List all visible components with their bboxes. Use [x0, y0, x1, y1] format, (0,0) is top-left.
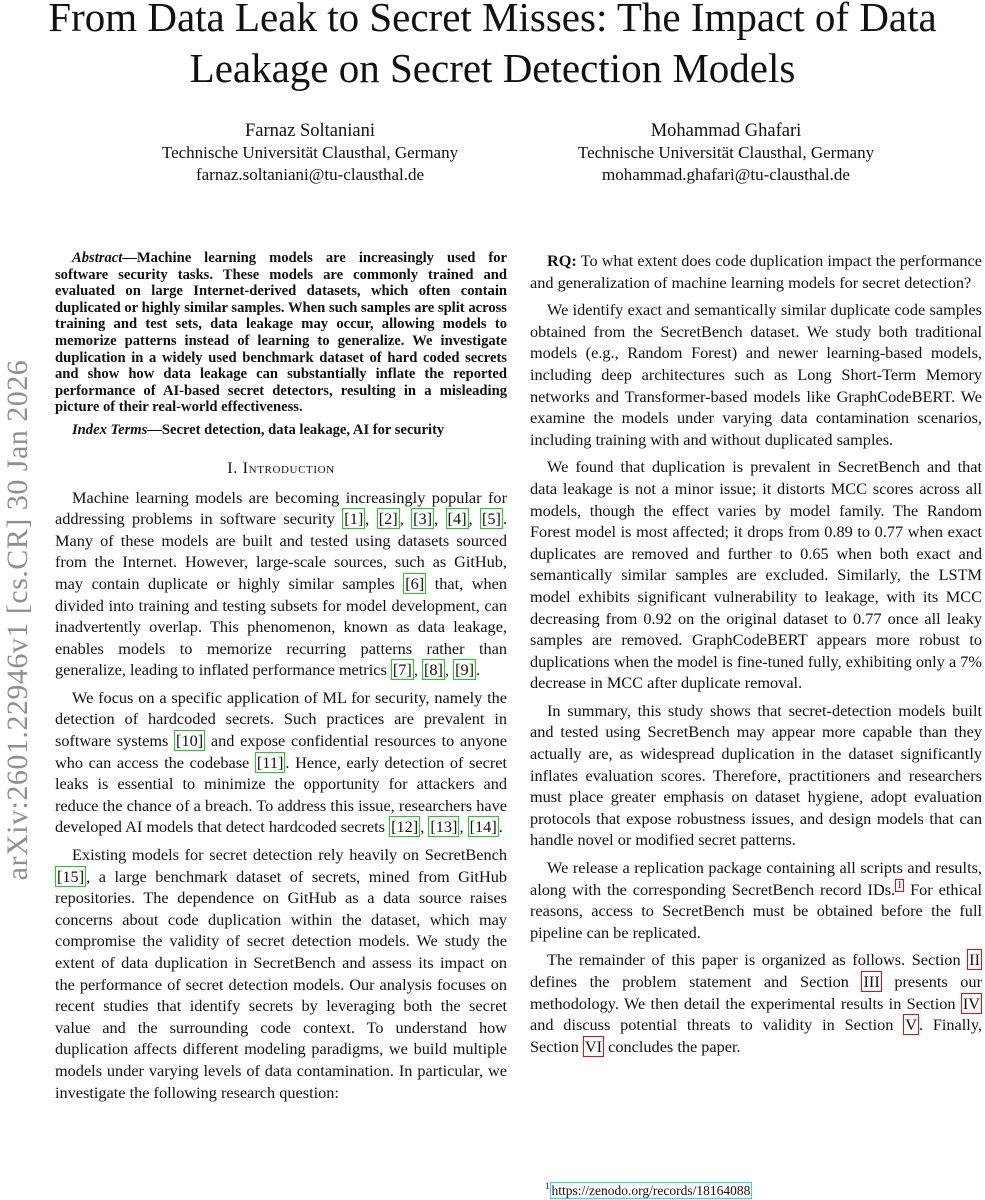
- author-block-2: [516, 120, 936, 186]
- citation-link[interactable]: [15]: [57, 866, 85, 886]
- author-name: Mohammad Ghafari: [650, 121, 802, 141]
- abstract-text: —Machine learning models are increasingly used for software security tasks. These models are commonly trained and evaluated on large Internet-derived datasets, which often contain duplicated or highly similar samples. When such samples are split across training and test sets, data leakage may occur, allowing models to memorize patterns instead of learning to generalize. We investigate duplication in a widely used benchmark dataset of hard coded secrets and show how data leakage can substantially inflate the reported performance of AI-based secret detectors, resulting in a misleading picture of their real-world effectiveness.: [55, 250, 507, 416]
- author-block-1: [100, 120, 520, 186]
- right-column: [530, 250, 982, 1063]
- research-question: RQ: To what extent does code duplication impact the performance and generalization of machine learning models for secret detection?: [530, 251, 982, 292]
- citation-link[interactable]: [7]: [392, 660, 412, 680]
- footnote: [545, 1178, 752, 1199]
- author-affiliation: Technische Universität Clausthal, Germany: [161, 143, 459, 162]
- paragraph: The remainder of this paper is organized as follows. Section II defines the problem statement and Section III presents our methodology. We then detail the experimental results in Section IV and discuss potential threats to validity in Section V . Finally, Section VI concludes the paper.: [530, 950, 982, 1056]
- paragraph: We focus on a specific application of ML for security, namely the detection of hardcoded secrets. Such practices are prevalent in software systems [10] and expose confidential resources to anyone who can access the codebase [11] . Hence, early detection of secret leaks is essential to minimize the opportunity for attackers and reduce the chance of a breach. To address this issue, researchers have developed AI models that detect hardcoded secrets [12] , [13] , [14] .: [55, 687, 507, 837]
- paragraph: Machine learning models are becoming increasingly popular for addressing problems in software security [1] , [2] , [3] , [4] , [5] . Many of these models are built and tested using datasets sourced from the Internet. However, large-scale sources, such as GitHub, may contain duplicate or highly similar samples [6] that, when divided into training and testing subsets for model development, can inadvertently overlap. This phenomenon, known as data leakage, enables models to memorize recurring patterns rather than generalize, leading to inflated performance metrics [7] , [8] , [9] .: [55, 487, 508, 680]
- citation-link[interactable]: [13]: [430, 817, 458, 837]
- section-ref-link[interactable]: II: [969, 950, 980, 970]
- arxiv-sidebar: [0, 300, 36, 940]
- section-ref-link[interactable]: III: [863, 972, 880, 991]
- author-name: Farnaz Soltaniani: [245, 121, 375, 141]
- abstract-label: Abstract: [72, 250, 123, 266]
- abstract: [55, 250, 507, 416]
- index-terms-label: Index Terms: [72, 421, 148, 438]
- citation-link[interactable]: [11]: [256, 752, 284, 772]
- rq-label: RQ:: [547, 251, 577, 270]
- citation-link[interactable]: [12]: [391, 817, 419, 837]
- citation-link[interactable]: [3]: [413, 509, 433, 529]
- arxiv-identifier: arXiv:2601.22946v1 [cs.CR] 30 Jan 2026: [1, 359, 34, 881]
- author-email[interactable]: mohammad.ghafari@tu-clausthal.de: [602, 165, 850, 184]
- section-heading-introduction: I. Introduction: [227, 457, 335, 477]
- citation-link[interactable]: [10]: [176, 731, 204, 751]
- section-ref-link[interactable]: IV: [962, 993, 980, 1013]
- footnote-url-link[interactable]: https://zenodo.org/records/18164088: [551, 1182, 751, 1198]
- citation-link[interactable]: [9]: [455, 660, 475, 680]
- author-email[interactable]: farnaz.soltaniani@tu-clausthal.de: [195, 165, 425, 184]
- citation-link[interactable]: [4]: [447, 509, 467, 529]
- paragraph: Existing models for secret detection rely heavily on SecretBench [15] , a large benchmark dataset of secrets, mined from GitHub repositories. The dependence on GitHub as a data source raises concerns about code duplication within the dataset, which may compromise the validity of secret detection models. We study the extent of data duplication in SecretBench and assess its impact on the performance of secret detection models. Our analysis focuses on recent studies that identify secrets by leveraging both the secret value and the surrounding code context. To understand how duplication affects different modeling paradigms, we build multiple models under varying levels of data contamination. In particular, we investigate the following research question:: [55, 845, 507, 1102]
- citation-link[interactable]: [6]: [405, 573, 425, 593]
- section-ref-link[interactable]: V: [905, 1015, 917, 1035]
- citation-link[interactable]: [8]: [424, 660, 443, 680]
- citation-link[interactable]: [14]: [469, 817, 497, 837]
- section-ref-link[interactable]: VI: [584, 1036, 603, 1056]
- footnote-link[interactable]: 1: [897, 880, 903, 892]
- index-terms: [55, 422, 507, 439]
- citation-link[interactable]: [5]: [481, 509, 501, 529]
- index-terms-text: —Secret detection, data leakage, AI for security: [147, 421, 445, 438]
- citation-link[interactable]: [1]: [344, 509, 364, 529]
- citation-link[interactable]: [2]: [378, 509, 398, 529]
- paper-title: From Data Leak to Secret Misses: The Impact of Data Leakage on Secret Detection Models: [48, 0, 937, 91]
- paragraph: We identify exact and semantically similar duplicate code samples obtained from the SecretBench dataset. We study both traditional models (e.g., Random Forest) and newer learning-based models, including deep architectures such as Long Short-Term Memory networks and Transformer-based models like GraphCodeBERT. We examine the models under varying data contamination scenarios, including training with and without duplicated samples.: [530, 300, 982, 449]
- paragraph: We found that duplication is prevalent in SecretBench and that data leakage is not a minor issue; it distorts MCC scores across all models, though the effect varies by model family. The Random Forest model is most affected; it drops from 0.89 to 0.77 when exact duplicates are removed and further to 0.65 when both exact and semantically similar samples are excluded. Similarly, the LSTM model exhibits significant vulnerability to leakage, with its MCC decreasing from 0.92 on the original dataset to 0.77 once all leaky samples are removed. GraphCodeBERT appears more robust to duplications when the model is fine-tuned fully, exhibiting only a 7% decrease in MCC after duplicate removal.: [530, 457, 982, 693]
- paragraph: We release a replication package containing all scripts and results, along with the corresponding SecretBench record IDs. $^1$ For ethical reasons, access to SecretBench must be obtained before the full pipeline can be replicated.: [530, 858, 982, 942]
- left-column: [55, 250, 507, 1109]
- author-affiliation: Technische Universität Clausthal, Germany: [577, 143, 875, 162]
- footnote-mark: 1: [545, 1181, 550, 1191]
- paragraph: In summary, this study shows that secret-detection models built and tested using SecretBench may appear more capable than they actually are, as widespread duplication in the dataset significantly inflates evaluation scores. Therefore, practitioners and researchers must place greater emphasis on dataset hygiene, adopt evaluation protocols that expose robustness issues, and design models that can handle novel or modified secret patterns.: [530, 700, 982, 850]
